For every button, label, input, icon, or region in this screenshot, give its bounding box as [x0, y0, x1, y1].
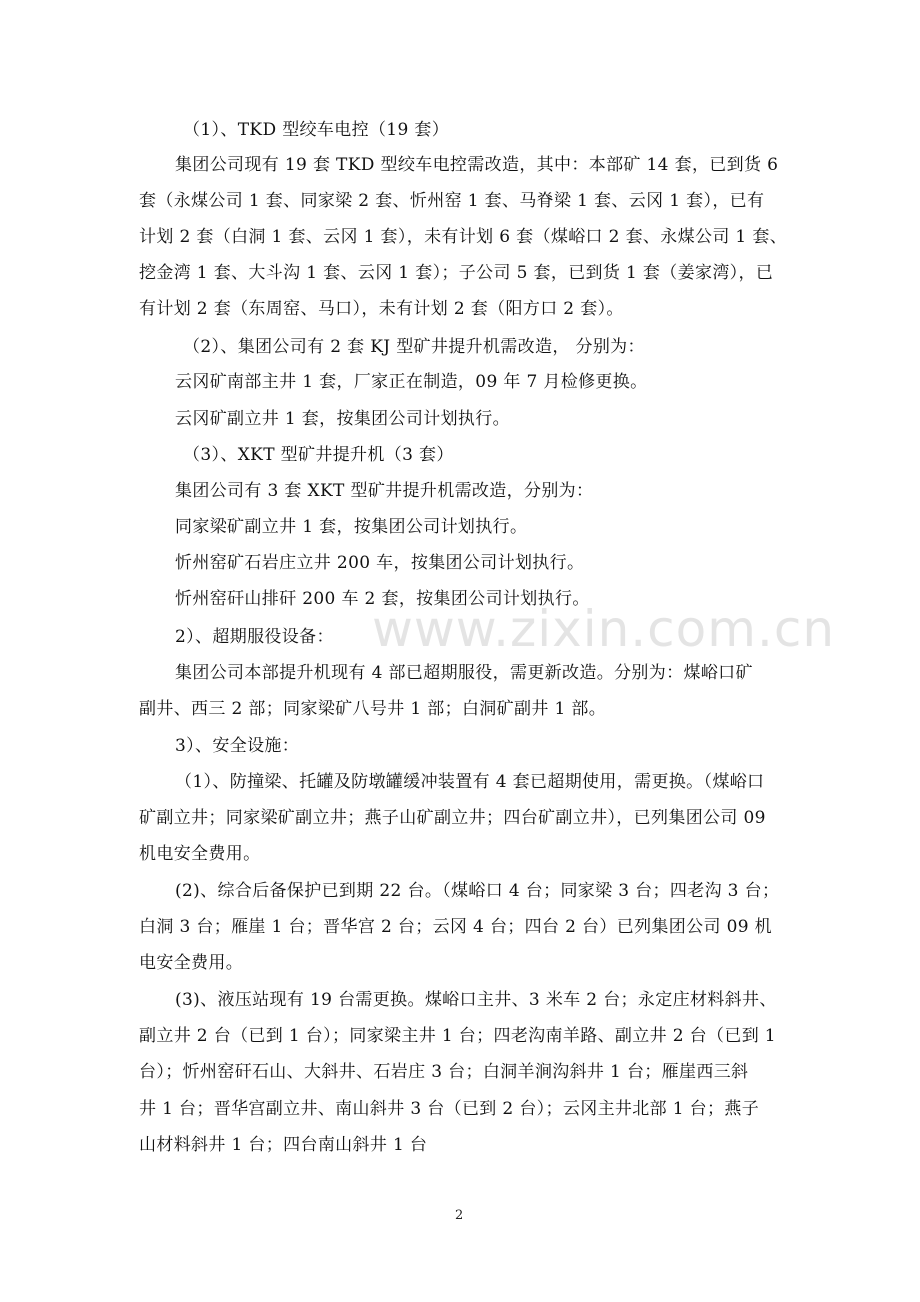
heading-xkt: （3）、XKT 型矿井提升机（3 套） [183, 445, 454, 465]
paragraph-line: 副井、西三 2 部；同家梁矿八号井 1 部；白洞矿副井 1 部。 [139, 699, 607, 719]
paragraph-line: 山材料斜井 1 台；四台南山斜井 1 台 [139, 1135, 428, 1155]
paragraph-line: 集团公司有 3 套 XKT 型矿井提升机需改造，分别为： [175, 481, 594, 501]
paragraph-line: 白洞 3 台；雁崖 1 台；晋华宫 2 台；云冈 4 台；四台 2 台）已列集团公司 09 机 [139, 917, 773, 937]
paragraph-line: 忻州窑矿石岩庄立井 200 车，按集团公司计划执行。 [175, 553, 585, 573]
paragraph-line: 计划 2 套（白洞 1 套、云冈 1 套），未有计划 6 套（煤峪口 2 套、永煤公司 1 套、 [139, 227, 788, 247]
paragraph-line: 云冈矿南部主井 1 套，厂家正在制造，09 年 7 月检修更换。 [175, 372, 648, 392]
paragraph-line: 矿副立井；同家梁矿副立井；燕子山矿副立井；四台矿副立井），已列集团公司 09 [139, 808, 766, 828]
paragraph-line: 套（永煤公司 1 套、同家梁 2 套、忻州窑 1 套、马脊梁 1 套、云冈 1 套），已有 [139, 191, 765, 211]
paragraph-line: (2)、综合后备保护已到期 22 台。（煤峪口 4 台；同家梁 3 台；四老沟 3 台； [175, 881, 780, 901]
paragraph-line: 同家梁矿副立井 1 套，按集团公司计划执行。 [175, 517, 528, 537]
paragraph-line: 云冈矿副立井 1 套，按集团公司计划执行。 [175, 409, 510, 429]
heading-overdue-equipment: 2）、超期服役设备： [175, 627, 334, 647]
paragraph-line: 有计划 2 套（东周窑、马口），未有计划 2 套（阳方口 2 套）。 [139, 299, 624, 319]
paragraph-line: （1）、防撞梁、托罐及防墩罐缓冲装置有 4 套已超期使用，需更换。（煤峪口 [175, 772, 765, 792]
paragraph-line: 机电安全费用。 [139, 844, 261, 864]
paragraph-line: 井 1 台；晋华宫副立井、南山斜井 3 台（已到 2 台）；云冈主井北部 1 台；燕子 [139, 1099, 760, 1119]
paragraph-line: 集团公司本部提升机现有 4 部已超期服役，需更新改造。分别为：煤峪口矿 [175, 663, 753, 683]
paragraph-line: 忻州窑矸山排矸 200 车 2 套，按集团公司计划执行。 [175, 589, 590, 609]
paragraph-line: 挖金湾 1 套、大斗沟 1 套、云冈 1 套）；子公司 5 套，已到货 1 套（姜家湾），已 [139, 263, 774, 283]
paragraph-line: 副立井 2 台（已到 1 台）；同家梁主井 1 台；四老沟南羊路、副立井 2 台（已到 1 [139, 1026, 776, 1046]
heading-safety-facilities: 3）、安全设施： [175, 736, 300, 756]
paragraph-line: (3)、液压站现有 19 台需更换。煤峪口主井、3 米车 2 台；永定庄材料斜井、 [175, 990, 777, 1010]
watermark: www.zixin.com.cn [372, 600, 836, 658]
paragraph-line: 电安全费用。 [139, 953, 244, 973]
page-number: 2 [455, 1208, 464, 1223]
heading-tkd: （1）、TKD 型绞车电控（19 套） [183, 120, 450, 140]
paragraph-line: 集团公司现有 19 套 TKD 型绞车电控需改造，其中：本部矿 14 套，已到货 6 [175, 155, 779, 175]
paragraph-line: 台）；忻州窑矸石山、大斜井、石岩庄 3 台；白洞羊涧沟斜井 1 台；雁崖西三斜 [139, 1062, 749, 1082]
heading-kj: （2）、集团公司有 2 套 KJ 型矿井提升机需改造， 分别为： [183, 337, 645, 357]
